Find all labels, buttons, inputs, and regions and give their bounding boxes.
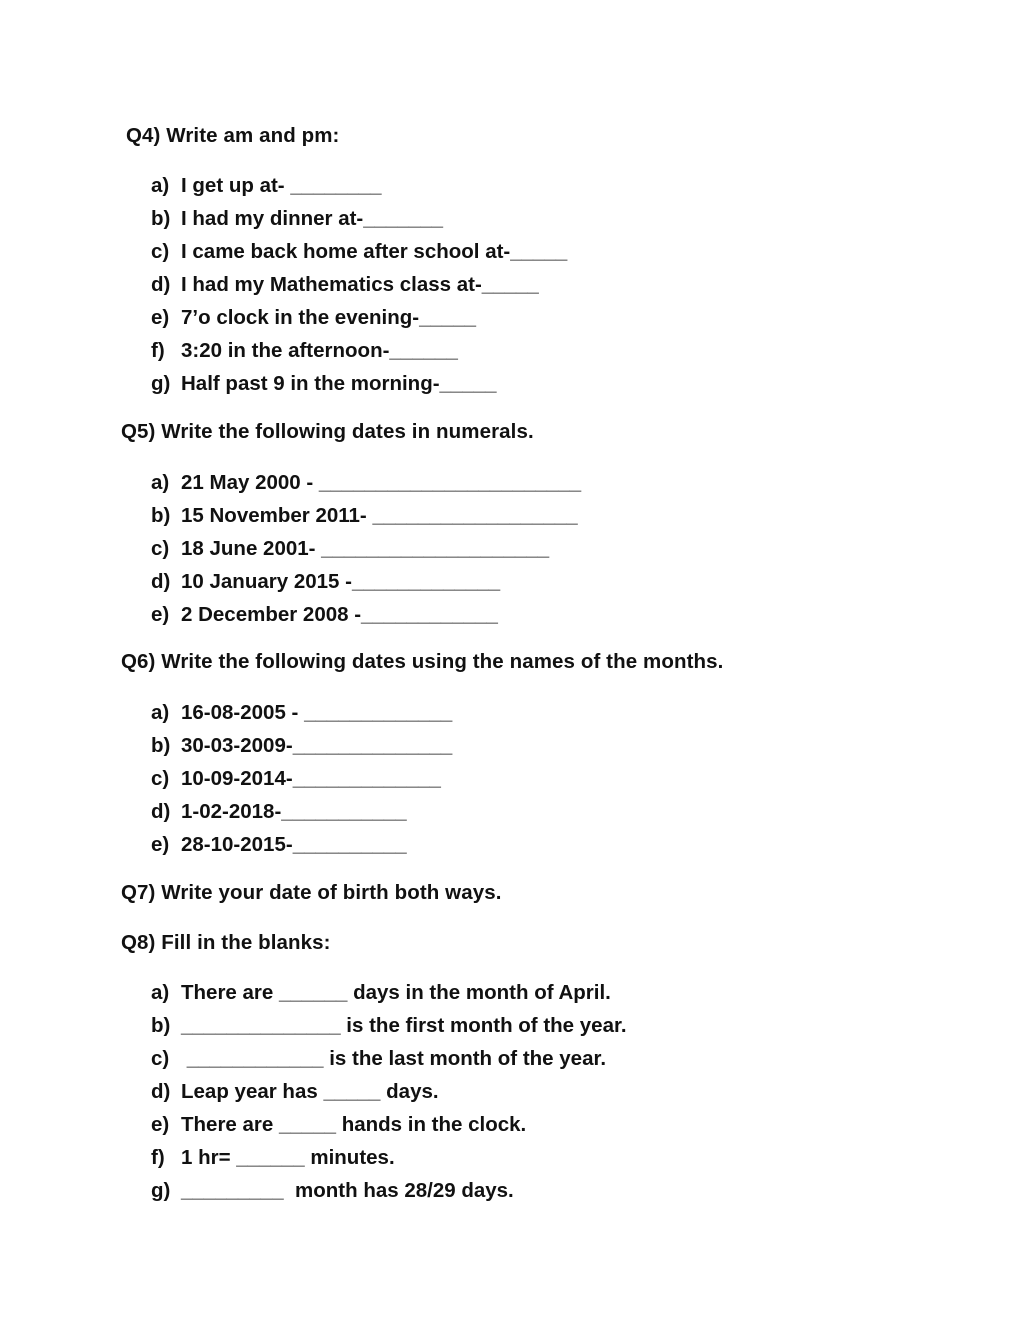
list-item — [151, 502, 578, 530]
item-text: There are ______ days in the month of April. — [181, 981, 611, 1004]
item-text: I had my Mathematics class at-_____ — [181, 273, 539, 296]
item-marker: e) — [151, 603, 170, 626]
list-item — [151, 370, 497, 398]
item-text: I had my dinner at-_______ — [181, 207, 444, 230]
list-item — [151, 601, 498, 629]
item-marker: g) — [151, 1179, 171, 1202]
list-item — [151, 568, 501, 596]
list-item — [151, 979, 611, 1007]
question-heading-q4: Q4) Write am and pm: — [126, 124, 340, 147]
list-item — [151, 1111, 527, 1139]
list-item — [151, 699, 453, 727]
item-marker: d) — [151, 570, 171, 593]
list-item — [151, 765, 441, 793]
list-item — [151, 205, 444, 233]
list-item — [151, 469, 582, 497]
question-heading-q7: Q7) Write your date of birth both ways. — [121, 881, 502, 904]
item-text: 30-03-2009-______________ — [181, 734, 453, 757]
list-item — [151, 271, 539, 299]
item-marker: c) — [151, 537, 170, 560]
item-text: 2 December 2008 -____________ — [181, 603, 498, 626]
list-item — [151, 732, 453, 760]
item-marker: f) — [151, 1146, 165, 1169]
item-text: 21 May 2000 - _______________________ — [181, 471, 582, 494]
item-text: There are _____ hands in the clock. — [181, 1113, 527, 1136]
item-text: 1 hr= ______ minutes. — [181, 1146, 395, 1169]
item-text: Leap year has _____ days. — [181, 1080, 439, 1103]
item-marker: e) — [151, 833, 170, 856]
item-text: 28-10-2015-__________ — [181, 833, 407, 856]
item-text: 7’o clock in the evening-_____ — [181, 306, 477, 329]
item-marker: d) — [151, 273, 171, 296]
item-text: 1-02-2018-___________ — [181, 800, 407, 823]
list-item — [151, 1045, 607, 1073]
item-text: Half past 9 in the morning-_____ — [181, 372, 497, 395]
item-marker: c) — [151, 240, 170, 263]
item-text: I get up at- ________ — [181, 174, 382, 197]
item-marker: e) — [151, 1113, 170, 1136]
item-text: ______________ is the first month of the year. — [181, 1014, 627, 1037]
list-item — [151, 238, 568, 266]
item-marker: b) — [151, 207, 171, 230]
item-text: 15 November 2011- __________________ — [181, 504, 578, 527]
list-item — [151, 172, 382, 200]
list-item — [151, 798, 407, 826]
item-text: 18 June 2001- ____________________ — [181, 537, 550, 560]
item-marker: c) — [151, 1047, 170, 1070]
question-heading-q8: Q8) Fill in the blanks: — [121, 931, 331, 954]
item-text: 10-09-2014-_____________ — [181, 767, 441, 790]
item-text: 3:20 in the afternoon-______ — [181, 339, 458, 362]
item-text: ____________ is the last month of the year. — [181, 1047, 607, 1070]
item-marker: b) — [151, 504, 171, 527]
list-item — [151, 1078, 439, 1106]
item-text: 10 January 2015 -_____________ — [181, 570, 501, 593]
item-text: _________ month has 28/29 days. — [181, 1179, 514, 1202]
list-item — [151, 831, 407, 859]
list-item — [151, 304, 477, 332]
list-item — [151, 535, 550, 563]
item-text: I came back home after school at-_____ — [181, 240, 568, 263]
item-marker: f) — [151, 339, 165, 362]
list-item — [151, 337, 458, 365]
question-heading-q5: Q5) Write the following dates in numerals. — [121, 420, 534, 443]
item-marker: b) — [151, 1014, 171, 1037]
list-item — [151, 1012, 627, 1040]
item-marker: e) — [151, 306, 170, 329]
item-marker: d) — [151, 800, 171, 823]
list-item — [151, 1177, 514, 1205]
item-text: 16-08-2005 - _____________ — [181, 701, 453, 724]
item-marker: c) — [151, 767, 170, 790]
list-item — [151, 1144, 395, 1172]
item-marker: a) — [151, 471, 170, 494]
item-marker: a) — [151, 174, 170, 197]
question-heading-q6: Q6) Write the following dates using the names of the months. — [121, 650, 724, 673]
item-marker: a) — [151, 981, 170, 1004]
item-marker: a) — [151, 701, 170, 724]
item-marker: g) — [151, 372, 171, 395]
item-marker: b) — [151, 734, 171, 757]
item-marker: d) — [151, 1080, 171, 1103]
